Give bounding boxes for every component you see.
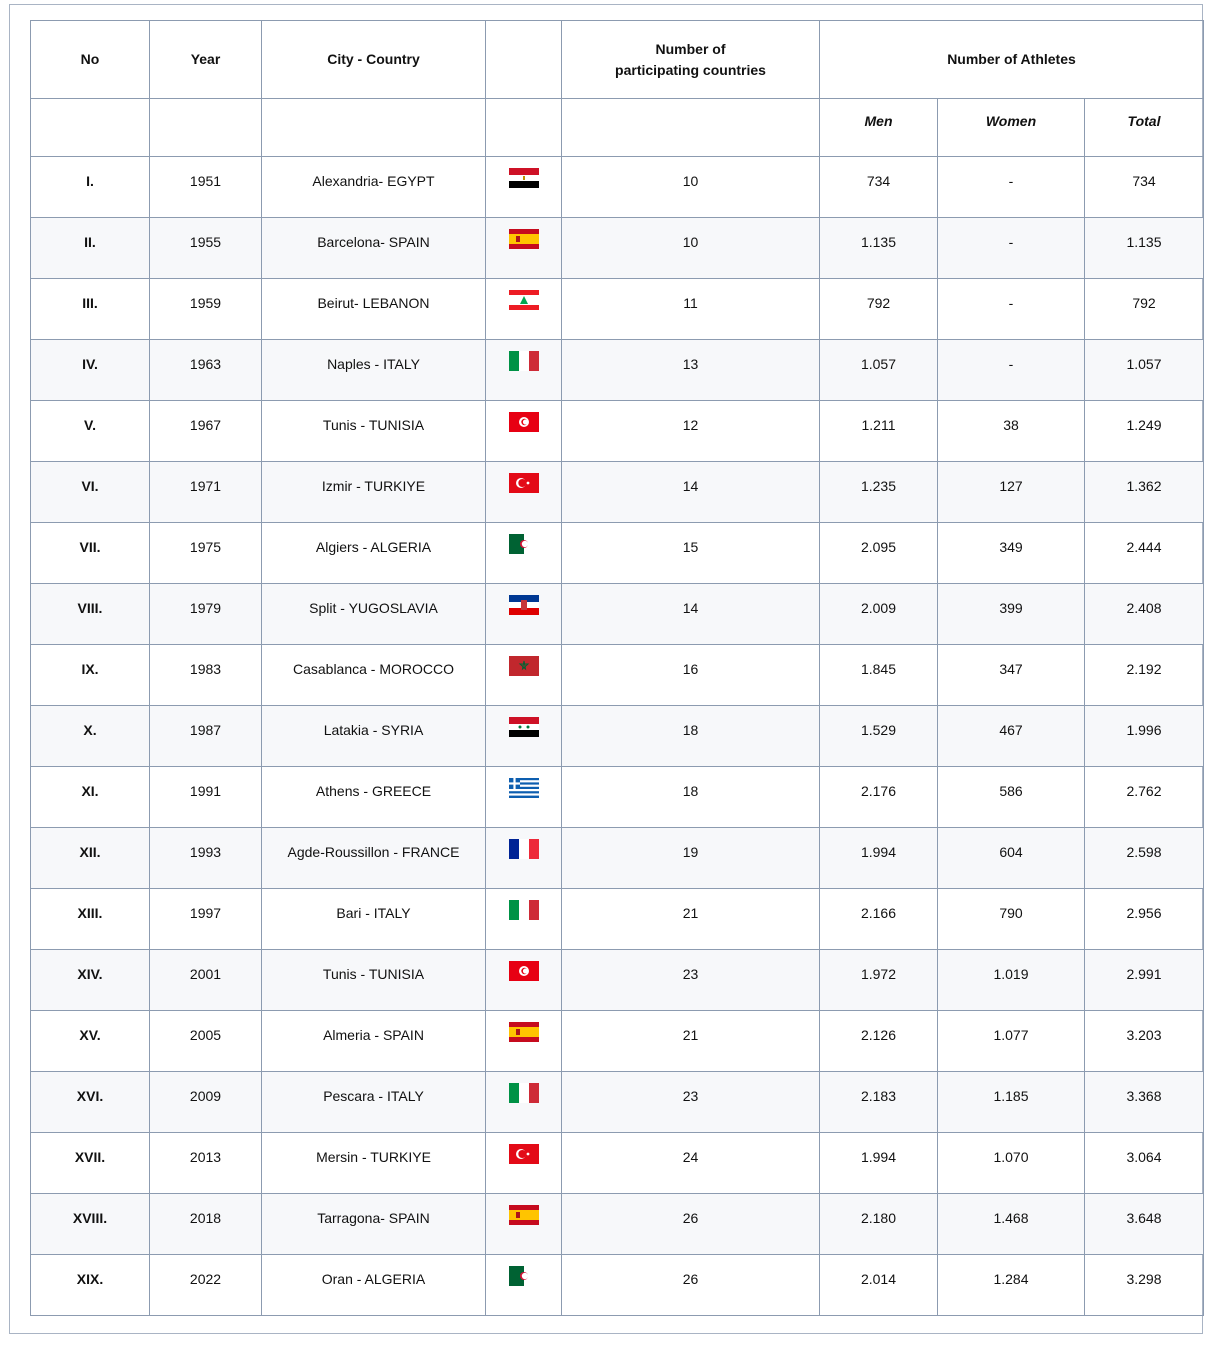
row-flag: [486, 401, 562, 462]
row-flag: [486, 462, 562, 523]
subheader-row: [31, 99, 1204, 157]
row-city: Mersin - TURKIYE: [262, 1133, 486, 1194]
row-countries: 14: [562, 584, 820, 645]
header-women: Women: [938, 99, 1085, 157]
turkey-flag-icon: [509, 1144, 539, 1164]
row-women: 399: [938, 584, 1085, 645]
italy-flag-icon: [509, 351, 539, 371]
header-athletes: Number of Athletes: [820, 21, 1204, 99]
greece-flag-icon: [509, 778, 539, 798]
row-city: Algiers - ALGERIA: [262, 523, 486, 584]
row-year: 1987: [150, 706, 262, 767]
header-year: Year: [150, 21, 262, 99]
games-table: [30, 20, 1204, 1316]
table-frame: [9, 4, 1203, 1334]
row-total: 2.408: [1085, 584, 1204, 645]
header-total: Total: [1085, 99, 1204, 157]
row-year: 1979: [150, 584, 262, 645]
row-flag: [486, 523, 562, 584]
row-women: 347: [938, 645, 1085, 706]
row-total: 1.996: [1085, 706, 1204, 767]
row-countries: 26: [562, 1255, 820, 1316]
row-no: XV.: [31, 1011, 150, 1072]
row-flag: [486, 645, 562, 706]
row-men: 1.235: [820, 462, 938, 523]
row-city: Agde-Roussillon - FRANCE: [262, 828, 486, 889]
row-no: I.: [31, 157, 150, 218]
row-city: Athens - GREECE: [262, 767, 486, 828]
egypt-flag-icon: [509, 168, 539, 188]
france-flag-icon: [509, 839, 539, 859]
row-women: 1.284: [938, 1255, 1085, 1316]
row-city: Latakia - SYRIA: [262, 706, 486, 767]
row-flag: [486, 340, 562, 401]
row-year: 1955: [150, 218, 262, 279]
subheader-empty: [262, 99, 486, 157]
row-city: Beirut- LEBANON: [262, 279, 486, 340]
row-men: 2.014: [820, 1255, 938, 1316]
row-countries: 24: [562, 1133, 820, 1194]
row-men: 792: [820, 279, 938, 340]
table-row: [31, 1133, 1204, 1194]
row-flag: [486, 706, 562, 767]
row-no: XVII.: [31, 1133, 150, 1194]
row-total: 3.064: [1085, 1133, 1204, 1194]
row-countries: 11: [562, 279, 820, 340]
row-city: Alexandria- EGYPT: [262, 157, 486, 218]
row-no: V.: [31, 401, 150, 462]
row-countries: 13: [562, 340, 820, 401]
row-men: 2.009: [820, 584, 938, 645]
yugoslavia-flag-icon: [509, 595, 539, 615]
table-row: [31, 584, 1204, 645]
row-no: XIII.: [31, 889, 150, 950]
table-row: [31, 218, 1204, 279]
row-countries: 12: [562, 401, 820, 462]
table-row: [31, 706, 1204, 767]
row-total: 734: [1085, 157, 1204, 218]
row-city: Bari - ITALY: [262, 889, 486, 950]
row-women: 790: [938, 889, 1085, 950]
row-women: 349: [938, 523, 1085, 584]
table-row: [31, 401, 1204, 462]
row-men: 1.972: [820, 950, 938, 1011]
row-flag: [486, 1011, 562, 1072]
spain-flag-icon: [509, 1205, 539, 1225]
row-women: 467: [938, 706, 1085, 767]
row-year: 1967: [150, 401, 262, 462]
row-countries: 26: [562, 1194, 820, 1255]
row-men: 2.176: [820, 767, 938, 828]
row-women: -: [938, 279, 1085, 340]
row-total: 2.762: [1085, 767, 1204, 828]
row-city: Split - YUGOSLAVIA: [262, 584, 486, 645]
row-year: 1997: [150, 889, 262, 950]
row-total: 2.598: [1085, 828, 1204, 889]
row-countries: 16: [562, 645, 820, 706]
algeria-flag-icon: [509, 534, 539, 554]
table-row: [31, 279, 1204, 340]
spain-flag-icon: [509, 1022, 539, 1042]
row-city: Naples - ITALY: [262, 340, 486, 401]
row-city: Pescara - ITALY: [262, 1072, 486, 1133]
row-women: 127: [938, 462, 1085, 523]
row-flag: [486, 950, 562, 1011]
row-no: IV.: [31, 340, 150, 401]
row-women: 604: [938, 828, 1085, 889]
row-year: 2009: [150, 1072, 262, 1133]
table-row: [31, 828, 1204, 889]
row-total: 1.249: [1085, 401, 1204, 462]
row-no: XIX.: [31, 1255, 150, 1316]
row-year: 2018: [150, 1194, 262, 1255]
row-total: 2.444: [1085, 523, 1204, 584]
table-row: [31, 645, 1204, 706]
row-no: II.: [31, 218, 150, 279]
table-row: [31, 462, 1204, 523]
row-flag: [486, 889, 562, 950]
row-flag: [486, 1255, 562, 1316]
row-year: 2005: [150, 1011, 262, 1072]
row-no: XIV.: [31, 950, 150, 1011]
syria-flag-icon: [509, 717, 539, 737]
row-men: 1.994: [820, 1133, 938, 1194]
row-countries: 14: [562, 462, 820, 523]
row-countries: 21: [562, 1011, 820, 1072]
row-men: 1.211: [820, 401, 938, 462]
row-year: 2013: [150, 1133, 262, 1194]
row-countries: 10: [562, 218, 820, 279]
morocco-flag-icon: [509, 656, 539, 676]
row-city: Tarragona- SPAIN: [262, 1194, 486, 1255]
row-flag: [486, 1133, 562, 1194]
row-no: XVI.: [31, 1072, 150, 1133]
row-flag: [486, 584, 562, 645]
row-countries: 23: [562, 950, 820, 1011]
italy-flag-icon: [509, 900, 539, 920]
row-no: VI.: [31, 462, 150, 523]
row-flag: [486, 157, 562, 218]
row-men: 1.994: [820, 828, 938, 889]
row-women: 1.468: [938, 1194, 1085, 1255]
spain-flag-icon: [509, 229, 539, 249]
header-men: Men: [820, 99, 938, 157]
row-year: 1971: [150, 462, 262, 523]
table-row: [31, 1072, 1204, 1133]
row-flag: [486, 767, 562, 828]
row-countries: 21: [562, 889, 820, 950]
header-flag: [486, 21, 562, 99]
tunisia-flag-icon: [509, 961, 539, 981]
table-row: [31, 1011, 1204, 1072]
row-flag: [486, 1072, 562, 1133]
row-no: X.: [31, 706, 150, 767]
row-women: 1.070: [938, 1133, 1085, 1194]
row-total: 3.203: [1085, 1011, 1204, 1072]
row-women: 586: [938, 767, 1085, 828]
header-no: No: [31, 21, 150, 99]
row-women: 1.019: [938, 950, 1085, 1011]
row-men: 2.126: [820, 1011, 938, 1072]
tunisia-flag-icon: [509, 412, 539, 432]
row-men: 1.057: [820, 340, 938, 401]
row-city: Almeria - SPAIN: [262, 1011, 486, 1072]
row-flag: [486, 1194, 562, 1255]
table-row: [31, 889, 1204, 950]
subheader-empty: [150, 99, 262, 157]
row-men: 1.845: [820, 645, 938, 706]
table-row: [31, 1194, 1204, 1255]
row-men: 734: [820, 157, 938, 218]
row-women: 38: [938, 401, 1085, 462]
row-women: 1.185: [938, 1072, 1085, 1133]
row-no: XVIII.: [31, 1194, 150, 1255]
row-city: Casablanca - MOROCCO: [262, 645, 486, 706]
row-no: XI.: [31, 767, 150, 828]
row-city: Izmir - TURKIYE: [262, 462, 486, 523]
row-city: Barcelona- SPAIN: [262, 218, 486, 279]
header-row: [31, 21, 1204, 99]
italy-flag-icon: [509, 1083, 539, 1103]
row-city: Oran - ALGERIA: [262, 1255, 486, 1316]
header-city: City - Country: [262, 21, 486, 99]
table-row: [31, 950, 1204, 1011]
row-no: XII.: [31, 828, 150, 889]
row-no: VIII.: [31, 584, 150, 645]
algeria-flag-icon: [509, 1266, 539, 1286]
subheader-empty: [562, 99, 820, 157]
row-women: -: [938, 157, 1085, 218]
table-row: [31, 157, 1204, 218]
row-total: 1.135: [1085, 218, 1204, 279]
row-total: 2.991: [1085, 950, 1204, 1011]
header-participating: Number of participating countries: [562, 21, 820, 99]
table-row: [31, 523, 1204, 584]
table-row: [31, 1255, 1204, 1316]
turkey-flag-icon: [509, 473, 539, 493]
row-year: 1983: [150, 645, 262, 706]
row-men: 1.135: [820, 218, 938, 279]
row-countries: 18: [562, 706, 820, 767]
row-year: 1993: [150, 828, 262, 889]
row-men: 2.180: [820, 1194, 938, 1255]
row-year: 1975: [150, 523, 262, 584]
lebanon-flag-icon: [509, 290, 539, 310]
table-row: [31, 340, 1204, 401]
row-countries: 19: [562, 828, 820, 889]
row-year: 1959: [150, 279, 262, 340]
row-total: 2.192: [1085, 645, 1204, 706]
row-countries: 15: [562, 523, 820, 584]
row-flag: [486, 828, 562, 889]
row-women: -: [938, 340, 1085, 401]
row-countries: 10: [562, 157, 820, 218]
row-men: 2.095: [820, 523, 938, 584]
subheader-empty: [486, 99, 562, 157]
row-total: 3.368: [1085, 1072, 1204, 1133]
row-countries: 23: [562, 1072, 820, 1133]
row-no: III.: [31, 279, 150, 340]
row-men: 2.183: [820, 1072, 938, 1133]
row-city: Tunis - TUNISIA: [262, 950, 486, 1011]
row-no: VII.: [31, 523, 150, 584]
row-year: 1963: [150, 340, 262, 401]
row-women: -: [938, 218, 1085, 279]
row-total: 3.298: [1085, 1255, 1204, 1316]
row-total: 2.956: [1085, 889, 1204, 950]
row-men: 2.166: [820, 889, 938, 950]
row-women: 1.077: [938, 1011, 1085, 1072]
row-year: 2001: [150, 950, 262, 1011]
row-total: 3.648: [1085, 1194, 1204, 1255]
row-year: 2022: [150, 1255, 262, 1316]
row-men: 1.529: [820, 706, 938, 767]
row-total: 1.362: [1085, 462, 1204, 523]
row-total: 1.057: [1085, 340, 1204, 401]
row-total: 792: [1085, 279, 1204, 340]
row-flag: [486, 218, 562, 279]
row-city: Tunis - TUNISIA: [262, 401, 486, 462]
row-flag: [486, 279, 562, 340]
row-year: 1951: [150, 157, 262, 218]
subheader-empty: [31, 99, 150, 157]
row-countries: 18: [562, 767, 820, 828]
row-no: IX.: [31, 645, 150, 706]
table-row: [31, 767, 1204, 828]
row-year: 1991: [150, 767, 262, 828]
